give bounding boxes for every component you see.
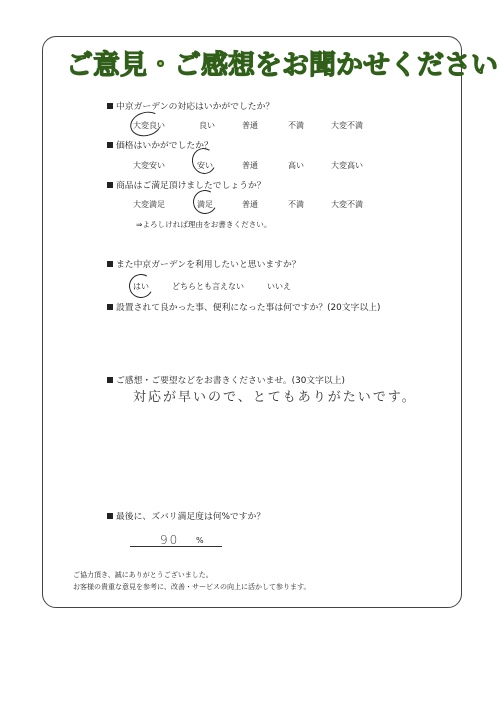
satisfaction-unit: % <box>196 536 204 545</box>
question-label: ご感想・ご要望などをお書きくださいませ。(30文字以上) <box>116 376 345 386</box>
question-service <box>107 101 274 113</box>
option-yes[interactable]: はい <box>133 282 149 291</box>
option-normal[interactable]: 普通 <box>242 121 258 130</box>
survey-title: ご意見・ご感想をお聞かせください <box>66 50 498 81</box>
question-comments <box>107 375 345 387</box>
option-very-dissatisfied[interactable]: 大変不満 <box>331 121 363 130</box>
option-dissatisfied[interactable]: 不満 <box>288 200 304 209</box>
option-very-expensive[interactable]: 大変高い <box>331 161 363 170</box>
question-label: 中京ガーデンの対応はいかがでしたか？ <box>116 102 275 112</box>
question-label: 価格はいかがでしたか？ <box>116 141 213 151</box>
option-dissatisfied[interactable]: 不満 <box>288 121 304 130</box>
bullet-square-icon <box>107 513 113 519</box>
reason-note: ⇒よろしければ理由をお書きください。 <box>136 220 272 229</box>
question-benefits <box>107 302 380 314</box>
bullet-square-icon <box>107 304 113 310</box>
option-neither[interactable]: どちらとも言えない <box>172 282 244 291</box>
option-normal[interactable]: 普通 <box>242 200 258 209</box>
bullet-square-icon <box>107 261 113 267</box>
option-expensive[interactable]: 高い <box>288 161 304 170</box>
option-no[interactable]: いいえ <box>267 282 291 291</box>
comment-answer: 対応が早いので、とてもありがたいです。 <box>133 390 417 405</box>
bullet-square-icon <box>107 182 113 188</box>
option-normal[interactable]: 普通 <box>242 161 258 170</box>
question-reuse <box>107 259 301 271</box>
satisfaction-value: 90 <box>160 533 180 547</box>
footer-improvement: お客様の貴重な意見を参考に、改善・サービスの向上に活かして参ります。 <box>73 583 311 591</box>
option-satisfied[interactable]: 満足 <box>197 200 213 209</box>
option-very-good[interactable]: 大変良い <box>133 121 165 130</box>
option-very-dissatisfied[interactable]: 大変不満 <box>331 200 363 209</box>
question-product <box>107 180 266 192</box>
option-cheap[interactable]: 安い <box>197 161 213 170</box>
footer-thanks: ご協力頂き、誠にありがとうございました。 <box>73 571 213 579</box>
bullet-square-icon <box>107 103 113 109</box>
option-very-cheap[interactable]: 大変安い <box>133 161 165 170</box>
bullet-square-icon <box>107 142 113 148</box>
question-label: また中京ガーデンを利用したいと思いますか？ <box>116 260 301 270</box>
bullet-square-icon <box>107 377 113 383</box>
option-good[interactable]: 良い <box>199 121 215 130</box>
question-satisfaction <box>107 511 265 523</box>
satisfaction-underline <box>130 546 222 547</box>
question-label: 最後に、ズバリ満足度は何%ですか？ <box>116 512 266 522</box>
question-label: 商品はご満足頂けましたでしょうか？ <box>116 181 266 191</box>
option-very-satisfied[interactable]: 大変満足 <box>133 200 165 209</box>
question-label: 設置されて良かった事、便利になった事は何ですか？(20文字以上) <box>116 303 381 313</box>
